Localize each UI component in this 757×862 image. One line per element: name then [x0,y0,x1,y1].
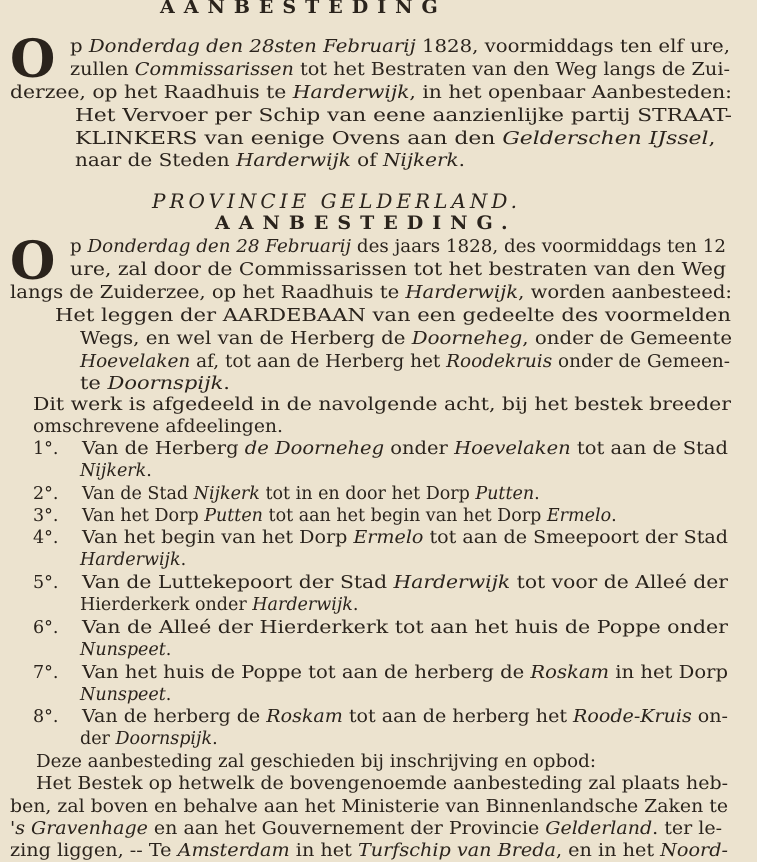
text-run: omschrevene afdeelingen. [33,417,283,437]
text-run: . [165,685,172,705]
text-run: Hoevelaken [80,352,191,372]
notice-line [75,128,715,150]
text-run: KLINKERS van eenige Ovens aan den [75,129,503,149]
text-run: te [80,374,108,394]
notice-heading: AANBESTEDING [160,0,447,18]
text-run: Van het Dorp [82,506,205,526]
text-run: der [80,729,116,749]
text-run: Ermelo [546,506,612,526]
notice-heading: AANBESTEDING. [215,212,517,234]
text-run: Nunspeet [80,685,166,705]
text-run: 's Gravenhage [10,819,148,839]
text-run: Gelderschen IJssel [502,129,709,149]
text-run: Nijkerk [80,461,147,481]
text-run: Hoevelaken [454,439,571,459]
text-run: . [212,729,218,749]
text-run: . [611,506,617,526]
text-run: Van het huis de Poppe tot aan de herberg de [82,663,531,683]
section-line [80,460,152,482]
text-run: Harderwijk [235,151,351,171]
notice-line [10,82,732,104]
section-line [82,505,617,527]
section-line [82,617,728,639]
drop-cap: O [10,231,56,292]
section-line [82,572,728,594]
section-number: 4°. [33,528,59,548]
notice-line [70,259,726,281]
province-heading: PROVINCIE GELDERLAND. [152,189,522,213]
text-run: in het Dorp [609,663,728,683]
text-run: Nijkerk [193,484,260,504]
text-run: Deze aanbesteding zal geschieden bij inschrijving en opbod: [36,752,596,772]
text-run: , in het openbaar Aanbesteden: [409,83,732,103]
notice-line [70,236,726,258]
text-run: Nijkerk [382,151,459,171]
notice-line [36,773,728,795]
text-run: Roskam [530,663,610,683]
notice-line [75,105,732,127]
section-line [82,527,728,549]
text-run: Doornspijk [115,729,213,749]
drop-cap: O [10,29,56,90]
text-run: 1828, voormiddags ten elf ure, [415,37,730,57]
text-run: de Doorneheg [244,439,385,459]
section-number: 2°. [33,484,59,504]
text-run: Van de Luttekepoort der Stad [82,573,394,593]
notice-line [70,36,730,58]
text-run: . [146,461,152,481]
text-run: zullen [70,60,135,80]
text-run: Harderwijk [405,283,519,303]
text-run: Van de Herberg [82,439,245,459]
notice-line [80,373,230,395]
text-run: . [458,151,465,171]
text-run: in het [289,841,358,861]
text-run: ben, zal boven en behalve aan het Ministerie van Binnenlandsche Zaken te [10,797,728,817]
text-run: tot aan de Stad [570,439,728,459]
text-run: zing liggen, -- Te [10,841,178,861]
text-run: Gelderland [545,819,653,839]
text-run: Amsterdam [177,841,290,861]
section-line [80,549,186,571]
text-run: Van de Alleé der Hierderkerk tot aan het huis de Poppe onder [82,618,728,638]
notice-line [80,351,730,373]
text-run: Nunspeet [80,640,166,660]
notice-line [33,416,283,438]
text-run: Donderdag den 28 Februarij [87,237,352,257]
section-line [82,483,540,505]
text-run: onder de Gemeen- [552,352,730,372]
text-run: p [70,37,89,57]
text-run: tot het Bestraten van den Weg langs de Zui- [293,60,730,80]
section-number: 8°. [33,707,59,727]
text-run: naar de Steden [75,151,236,171]
text-run: Harderwijk [80,550,181,570]
text-run: Van het begin van het Dorp [82,528,354,548]
text-run: p [70,237,88,257]
text-run: tot voor de Alleé der [510,573,728,593]
section-number: 5°. [33,573,59,593]
text-run: tot aan de Smeepoort der Stad [423,528,728,548]
text-run: ure, zal door de Commissarissen tot het bestraten van den Weg [70,260,727,280]
text-run: Ermelo [353,528,424,548]
section-line [80,594,358,616]
section-number: 1°. [33,439,59,459]
notice-line [10,796,728,818]
text-run: Het leggen der AARDEBAAN van een gedeelte des voormelden [55,306,731,326]
text-run: Putten [204,506,263,526]
notice-line [10,282,732,304]
text-run: Noord- [660,841,728,861]
text-run: . [534,484,540,504]
text-run: Doorneheg [411,329,523,349]
notice-line [80,328,732,350]
text-run: Putten [475,484,535,504]
text-run: , en in het [555,841,661,861]
notice-line [75,150,465,172]
notice-line [10,840,728,862]
text-run: Commissarissen [134,60,294,80]
notice-line [70,59,730,81]
text-run: , [708,129,716,149]
section-number: 3°. [33,506,59,526]
text-run: Harderwijk [393,573,511,593]
notice-line [36,751,596,773]
text-run: Van de herberg de [82,707,267,727]
text-run: tot aan de herberg het [342,707,574,727]
text-run: Doornspijk [107,374,224,394]
notice-line [10,818,722,840]
text-run: Het Bestek op hetwelk de bovengenoemde aanbesteding zal plaats heb- [36,774,728,794]
section-number: 6°. [33,618,59,638]
notice-line [33,394,731,416]
notice-line [55,305,731,327]
text-run: Donderdag den 28sten Februarij [88,37,416,57]
text-run: . [352,595,359,615]
text-run: . [180,550,187,570]
section-line [82,662,728,684]
section-line [82,706,728,728]
text-run: af, tot aan de Herberg het [190,352,447,372]
text-run: Roskam [266,707,343,727]
text-run: en aan het Gouvernement der Provincie [147,819,546,839]
text-run: of [350,151,383,171]
text-run: . [223,374,230,394]
section-line [80,639,171,661]
text-run: Wegs, en wel van de Herberg de [80,329,412,349]
text-run: langs de Zuiderzee, op het Raadhuis te [10,283,406,303]
text-run: , worden aanbesteed: [518,283,732,303]
section-line [82,438,728,460]
text-run: tot in en door het Dorp [259,484,476,504]
text-run: Hierderkerk onder [80,595,253,615]
text-run: , onder de Gemeente [522,329,732,349]
section-line [80,684,171,706]
text-run: Het Vervoer per Schip van eene aanzienlijke partij STRAAT- [75,106,732,126]
text-run: . ter le- [652,819,722,839]
text-run: des jaars 1828, des voormiddags ten 12 [351,237,726,257]
text-run: onder [384,439,455,459]
text-run: Harderwijk [292,83,410,103]
section-line [80,728,218,750]
text-run: on- [691,707,728,727]
section-number: 7°. [33,663,59,683]
text-run: Dit werk is afgedeeld in de navolgende acht, bij het bestek breeder [33,395,731,415]
text-run: derzee, op het Raadhuis te [10,83,293,103]
text-run: Roodekruis [446,352,553,372]
text-run: Turfschip van Breda [357,841,556,861]
text-run: . [165,640,172,660]
text-run: Roode-Kruis [573,707,692,727]
text-run: tot aan het begin van het Dorp [262,506,547,526]
text-run: Harderwijk [252,595,353,615]
text-run: Van de Stad [82,484,194,504]
